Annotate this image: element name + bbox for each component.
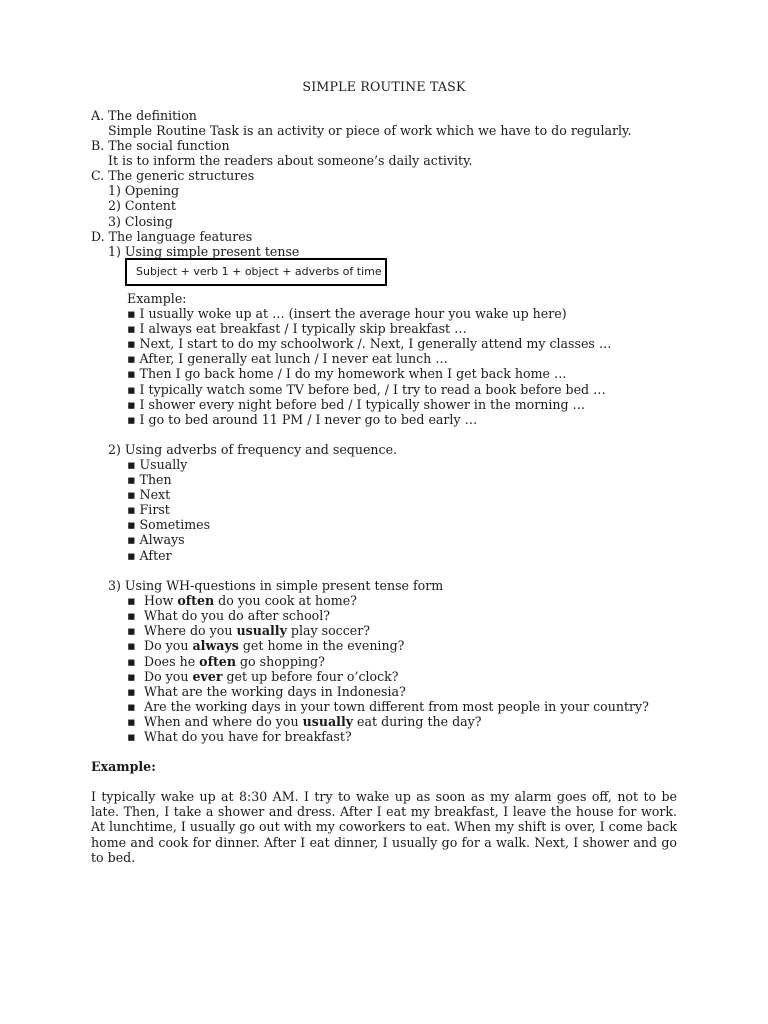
section-a-heading: A. The definition	[91, 108, 197, 123]
example-label: Example:	[127, 291, 187, 306]
bullet-icon: ▪	[127, 684, 136, 699]
adverb-item: ▪ Always	[127, 532, 185, 547]
example-item: ▪ Then I go back home / I do my homework when I get back home …	[127, 366, 567, 381]
adverb-item: ▪ Usually	[127, 457, 187, 472]
section-b-heading: B. The social function	[91, 138, 230, 153]
question-item: ▪ Are the working days in your town different from most people in your country?	[127, 699, 649, 714]
adverb-item: ▪ After	[127, 548, 172, 563]
question-item: ▪ Do you always get home in the evening?	[127, 638, 405, 653]
bullet-icon: ▪	[127, 638, 136, 653]
adverb-item: ▪ First	[127, 502, 170, 517]
document-title: SIMPLE ROUTINE TASK	[302, 79, 466, 94]
example-item: ▪ I go to bed around 11 PM / I never go to bed early …	[127, 412, 477, 427]
bullet-icon: ▪	[127, 714, 136, 729]
adverb-item: ▪ Sometimes	[127, 517, 210, 532]
question-item: ▪ What do you do after school?	[127, 608, 331, 623]
question-item: ▪ How often do you cook at home?	[127, 593, 357, 608]
example-item: ▪ I typically watch some TV before bed, / I try to read a book before bed …	[127, 382, 606, 397]
example-item: ▪ I always eat breakfast / I typically skip breakfast …	[127, 321, 467, 336]
bullet-icon: ▪	[127, 669, 136, 684]
adverb-item: ▪ Then	[127, 472, 172, 487]
example-item: ▪ Next, I start to do my schoolwork /. Next, I generally attend my classes …	[127, 336, 611, 351]
bullet-icon: ▪	[127, 608, 136, 623]
feature-3-heading: 3) Using WH-questions in simple present tense form	[108, 578, 444, 593]
section-c-item: 3) Closing	[108, 214, 173, 229]
bullet-icon: ▪	[127, 729, 136, 744]
section-c-heading: C. The generic structures	[91, 168, 255, 183]
section-c-item: 2) Content	[108, 198, 176, 213]
example-heading: Example:	[91, 759, 156, 774]
feature-2-heading: 2) Using adverbs of frequency and sequence.	[108, 442, 398, 457]
section-a-text: Simple Routine Task is an activity or piece of work which we have to do regularly.	[108, 123, 632, 138]
question-item: ▪ What are the working days in Indonesia?	[127, 684, 406, 699]
question-item: ▪ When and where do you usually eat during the day?	[127, 714, 482, 729]
question-item: ▪ Does he often go shopping?	[127, 654, 325, 669]
question-item: ▪ Where do you usually play soccer?	[127, 623, 371, 638]
example-item: ▪ After, I generally eat lunch / I never eat lunch …	[127, 351, 448, 366]
bullet-icon: ▪	[127, 593, 136, 608]
feature-1-heading: 1) Using simple present tense	[108, 244, 300, 259]
question-item: ▪ Do you ever get up before four o’clock?	[127, 669, 399, 684]
example-item: ▪ I shower every night before bed / I typically shower in the morning …	[127, 397, 585, 412]
section-c-item: 1) Opening	[108, 183, 180, 198]
adverb-item: ▪ Next	[127, 487, 170, 502]
bullet-icon: ▪	[127, 699, 136, 714]
example-paragraph: I typically wake up at 8:30 AM. I try to wake up as soon as my alarm goes off, not to be late. Then, I take a shower and dress. After I eat my breakfast, I leave the house for work. At lunchtime, I usually go out with my coworkers to eat. When my shift is over, I come back home and cook for dinner. After I eat dinner, I usually go for a walk. Next, I shower and go to bed.	[91, 789, 677, 865]
bullet-icon: ▪	[127, 654, 136, 669]
example-item: ▪ I usually woke up at … (insert the average hour you wake up here)	[127, 306, 567, 321]
formula-box: Subject + verb 1 + object + adverbs of time	[125, 258, 387, 286]
bullet-icon: ▪	[127, 623, 136, 638]
section-d-heading: D. The language features	[91, 229, 253, 244]
section-b-text: It is to inform the readers about someone’s daily activity.	[108, 153, 473, 168]
question-item: ▪ What do you have for breakfast?	[127, 729, 352, 744]
